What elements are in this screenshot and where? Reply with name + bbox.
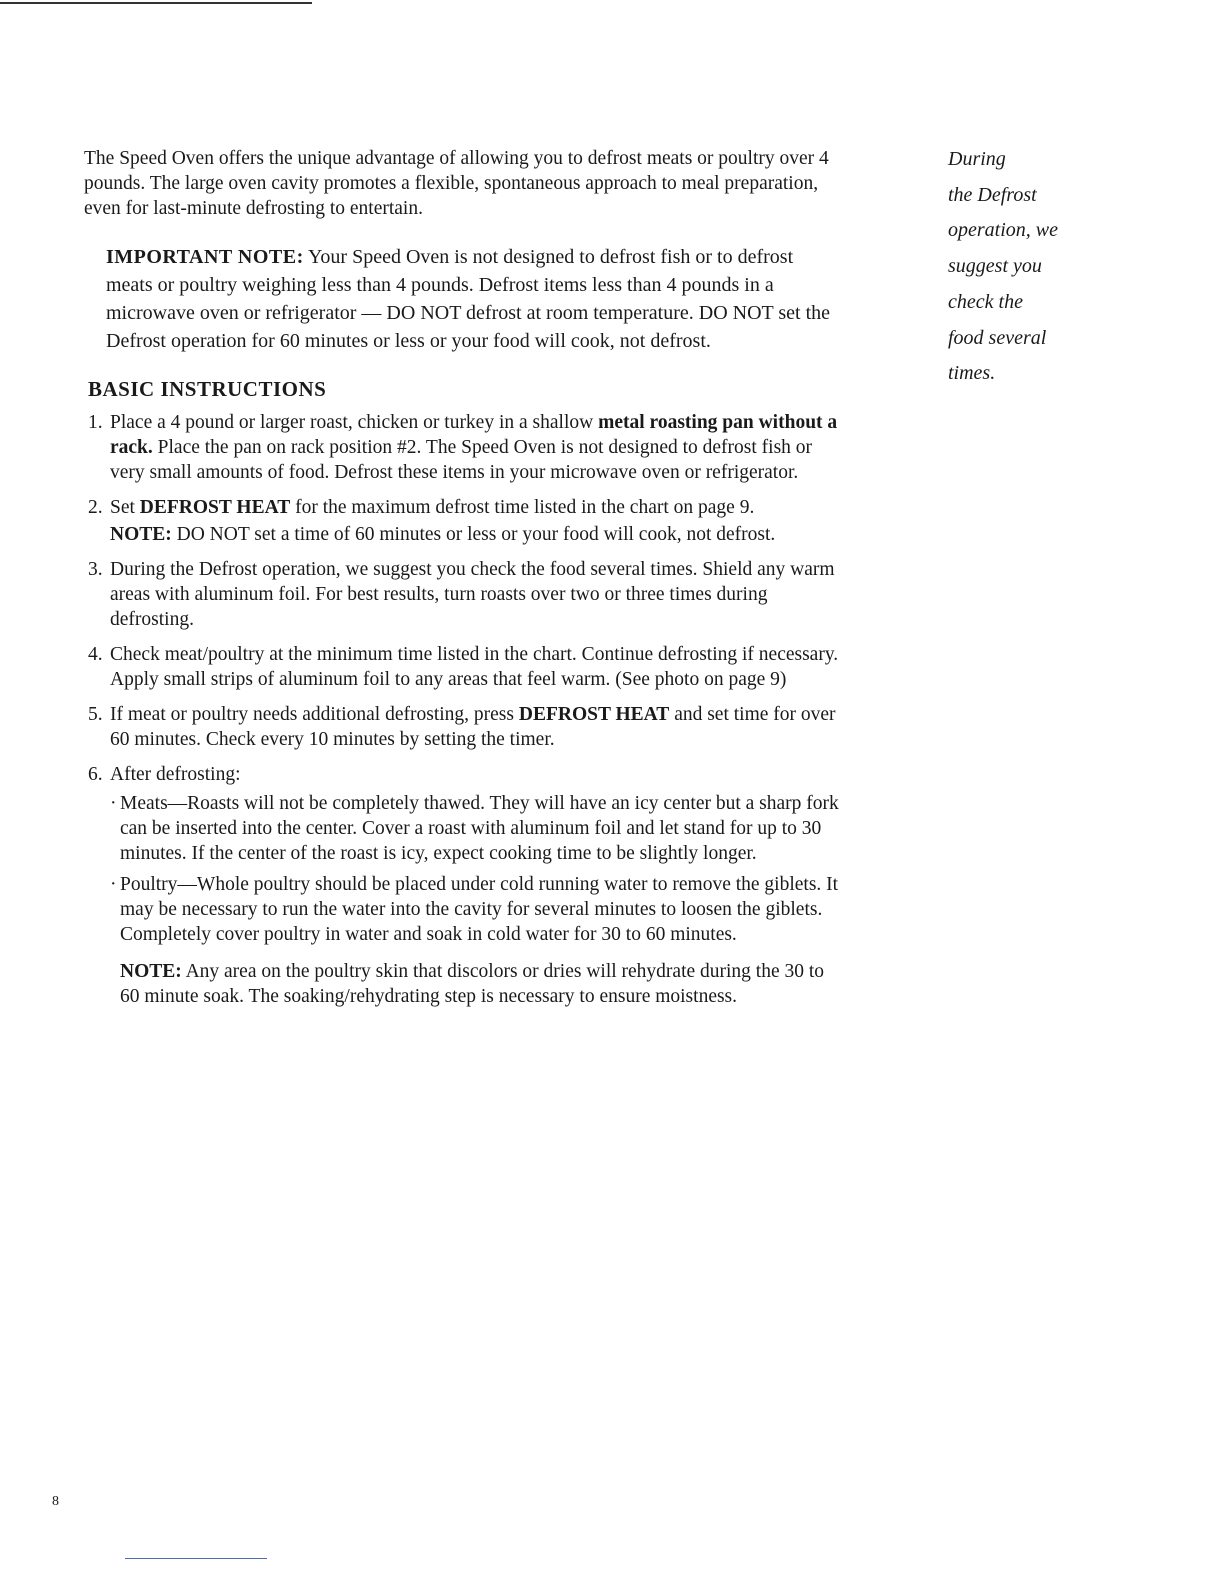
instruction-list bbox=[84, 410, 844, 1009]
after-defrost-list bbox=[110, 791, 844, 947]
step-4 bbox=[84, 642, 844, 692]
step-text: Place the pan on rack position #2. The Speed Oven is not designed to defrost fish or very small amounts of food. Defrost these items in your microwave oven or refrigerator. bbox=[110, 437, 813, 483]
note-text: Any area on the poultry skin that discolors or dries will rehydrate during the 30 to 60 minute soak. The soaking/rehydrating step is necessary to ensure moistness. bbox=[120, 961, 825, 1007]
sidebar-line: suggest you bbox=[948, 255, 1042, 278]
sidebar-line: the Defrost bbox=[948, 183, 1037, 206]
sidebar-line: food several bbox=[948, 326, 1047, 349]
sidebar-line: times. bbox=[948, 362, 996, 385]
bottom-rule bbox=[125, 1558, 267, 1559]
step-number: 1. bbox=[88, 412, 103, 433]
step-number: 4. bbox=[88, 644, 103, 665]
step-text: During the Defrost operation, we suggest you check the food several times. Shield any warm areas with aluminum foil. For best results, turn roasts over two or three times during defrosting. bbox=[110, 559, 835, 630]
intro-paragraph: The Speed Oven offers the unique advantage of allowing you to defrost meats or poultry over 4 pounds. The large oven cavity promotes a flexible, spontaneous approach to meal preparation, even for last-minute defrosting to entertain. bbox=[84, 148, 829, 219]
poultry-note bbox=[120, 959, 844, 1009]
step-number: 3. bbox=[88, 559, 103, 580]
sidebar-line: During bbox=[948, 148, 1006, 170]
note-label: NOTE: bbox=[110, 524, 172, 545]
step-text: Check meat/poultry at the minimum time listed in the chart. Continue defrosting if necessary. Apply small strips of aluminum foil to any areas that feel warm. (See photo on page 9) bbox=[110, 644, 839, 690]
bullet-poultry: · Poultry—Whole poultry should be placed under cold running water to remove the giblets. It may be necessary to run the water into the cavity for several minutes to loosen the giblets. Completely cover poultry in water and soak in cold water for 30 to 60 minutes. bbox=[110, 872, 844, 947]
section-heading: BASIC INSTRUCTIONS bbox=[88, 377, 327, 401]
step-text: Set bbox=[110, 497, 140, 518]
step-5 bbox=[84, 702, 844, 752]
step-text: After defrosting: bbox=[110, 764, 241, 785]
sidebar-line: check the bbox=[948, 290, 1023, 313]
step-text: and set time for over 60 minutes. Check every 10 minutes by setting the timer. bbox=[110, 704, 836, 750]
note-label: NOTE: bbox=[120, 961, 182, 982]
important-note-label: IMPORTANT NOTE: bbox=[106, 246, 304, 268]
important-note-text: Your Speed Oven is not designed to defrost fish or to defrost meats or poultry weighing less than 4 pounds. Defrost items less than 4 pounds in a microwave oven or refrigerator — DO NOT defrost at room temperature. DO NOT set the Defrost operation for 60 minutes or less or your food will cook, not defrost. bbox=[106, 246, 831, 352]
important-note bbox=[106, 243, 844, 355]
sidebar-line: operation, we bbox=[948, 219, 1058, 242]
step-bold-text: DEFROST HEAT bbox=[518, 704, 670, 725]
bullet-meats: · Meats—Roasts will not be completely thawed. They will have an icy center but a sharp fork can be inserted into the center. Cover a roast with aluminum foil and let stand for up to 30 minutes. If the center of the roast is icy, expect cooking time to be slightly longer. bbox=[110, 791, 844, 866]
sidebar-tip bbox=[948, 142, 1118, 392]
step-number: 2. bbox=[88, 497, 103, 518]
step-number: 5. bbox=[88, 704, 103, 725]
step-text: for the maximum defrost time listed in the chart on page 9. bbox=[290, 497, 755, 518]
step-text: If meat or poultry needs additional defrosting, press bbox=[110, 704, 519, 725]
step-bold-text: metal roasting pan without a rack. bbox=[110, 412, 838, 458]
step-1 bbox=[84, 410, 844, 485]
step-text: Place a 4 pound or larger roast, chicken or turkey in a shallow bbox=[110, 412, 599, 433]
step-bold-text: DEFROST HEAT bbox=[139, 497, 291, 518]
page-number: 8 bbox=[52, 1494, 59, 1509]
step-number: 6. bbox=[88, 764, 103, 785]
step-note bbox=[110, 522, 844, 547]
step-3 bbox=[84, 557, 844, 632]
main-content bbox=[84, 146, 844, 1019]
note-text: DO NOT set a time of 60 minutes or less or your food will cook, not defrost. bbox=[171, 524, 776, 545]
step-6 bbox=[84, 762, 844, 1009]
top-rule bbox=[0, 2, 312, 4]
step-2 bbox=[84, 495, 844, 547]
